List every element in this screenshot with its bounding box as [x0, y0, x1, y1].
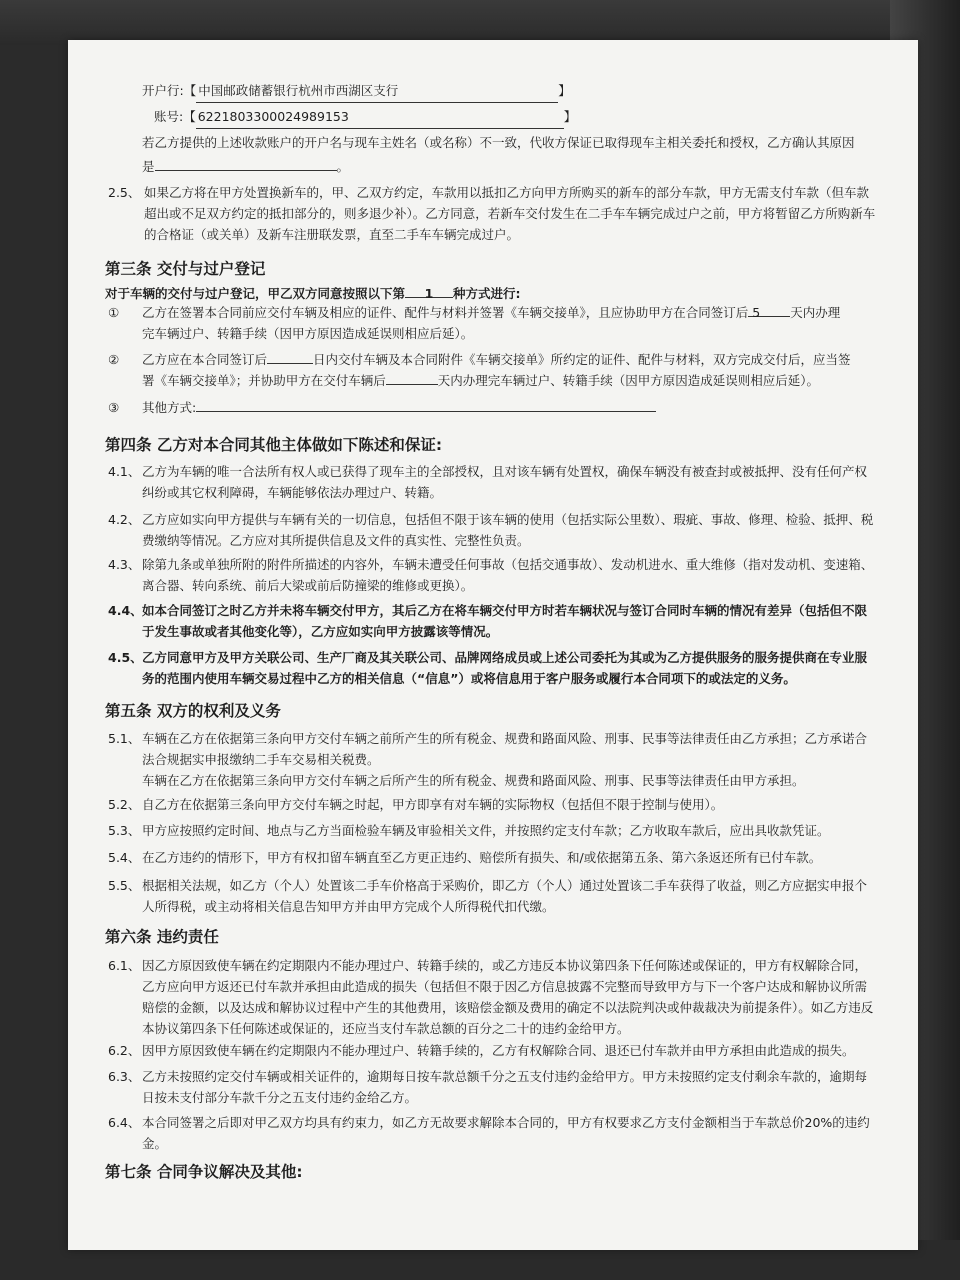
bank-branch-row	[142, 80, 571, 103]
option-3: ③ 其他方式:	[108, 397, 878, 418]
account-note-line1: 若乙方提供的上述收款账户的开户名与现车主姓名（或名称）不一致，代收方保证已取得现车主相关委托和授权，乙方确认其原因	[142, 135, 855, 150]
section-4-title: 第四条 乙方对本合同其他主体做如下陈述和保证:	[105, 436, 443, 454]
section-7-title: 第七条 合同争议解决及其他:	[105, 1163, 303, 1181]
clause-6-1: 6.1、 因乙方原因致使车辆在约定期限内不能办理过户、转籍手续的，或乙方违反本协议第四条下任何陈述或保证的，甲方有权解除合同，乙方应向甲方返还已付车款并承担由此造成的损失（包括但不限于因乙方信息披露不完整而导致甲方与下一个客户达成和解协议所需赔偿的金额，以及达成和解协议过程中产生的其他费用，该赔偿金额及费用的确定不以法院判决或仲裁裁决为前提条件）。如乙方违反本协议第四条下任何陈述或保证的，还应当支付车款总额的百分之二十的违约金给甲方。	[108, 958, 874, 1036]
section-3-intro: 对于车辆的交付与过户登记，甲乙双方同意按照以下第 1 种方式进行:	[105, 283, 521, 305]
option-1-days-field: 5	[748, 302, 790, 317]
reason-blank	[155, 156, 337, 171]
option-3-number: ③	[108, 400, 120, 415]
clause-5-5: 5.5、 根据相关法规，如乙方（个人）处置该二手车价格高于采购价，即乙方（个人）通过处置该二手车获得了收益，则乙方应据实申报个人所得税，或主动将相关信息告知甲方并由甲方完成个人所得税代扣代缴。	[108, 878, 868, 914]
bank-account-close: 】	[563, 109, 577, 124]
clause-4-1: 4.1、 乙方为车辆的唯一合法所有权人或已获得了现车主的全部授权，且对该车辆有处置权，确保车辆没有被查封或被抵押、没有任何产权纠纷或其它权利障碍，车辆能够依法办理过户、转籍。	[108, 464, 868, 500]
bank-branch-value: 中国邮政储蓄银行杭州市西湖区支行	[198, 83, 399, 98]
bank-account-label: 账号:【	[154, 109, 196, 124]
account-note-line2: 是 。	[142, 156, 349, 178]
bank-branch-field	[196, 80, 558, 103]
bank-branch-label: 开户行:【	[142, 83, 197, 98]
clause-6-3: 6.3、 乙方未按照约定交付车辆或相关证件的，逾期每日按车款总额千分之五支付违约金给甲方。甲方未按照约定支付剩余车款的，逾期每日按未支付部分车款千分之五支付违约金给乙方。	[108, 1069, 868, 1105]
bank-account-row	[154, 106, 576, 129]
background-top	[0, 0, 960, 45]
contract-page	[68, 40, 918, 1250]
clause-4-2: 4.2、 乙方应如实向甲方提供与车辆有关的一切信息，包括但不限于该车辆的使用（包括实际公里数）、瑕疵、事故、修理、检验、抵押、税费缴纳等情况。乙方应对其所提供信息及文件的真实性、完整性负责。	[108, 512, 874, 548]
clause-2-5	[108, 182, 878, 245]
option-2-number: ②	[108, 352, 120, 367]
option-2-transfer-days-blank	[386, 370, 438, 385]
clause-6-2: 6.2、 因甲方原因致使车辆在约定期限内不能办理过户、转籍手续的，乙方有权解除合同、退还已付车款并由甲方承担由此造成的损失。	[108, 1043, 855, 1058]
option-1: ① 乙方在签署本合同前应交付车辆及相应的证件、配件与材料并签署《车辆交接单》，且应协助甲方在合同签订后 5 天内办理 完车辆过户、转籍手续（因甲方原因造成延误则相应后延）。	[108, 302, 878, 344]
option-3-blank	[196, 397, 656, 412]
clause-4-4: 4.4、 如本合同签订之时乙方并未将车辆交付甲方，其后乙方在将车辆交付甲方时若车辆状况与签订合同时车辆的情况有差异（包括但不限于发生事故或者其他变化等），乙方应如实向甲方披露该等情况。	[108, 603, 868, 639]
option-2: ② 乙方应在本合同签订后 日内交付车辆及本合同附件《车辆交接单》所约定的证件、配件与材料，双方完成交付后，应当签 署《车辆交接单》；并协助甲方在交付车辆后 天内办理完车辆过户、转籍手续（因甲方原因造成延误则相应后延）。	[108, 349, 878, 391]
clause-5-4: 5.4、 在乙方违约的情形下，甲方有权扣留车辆直至乙方更正违约、赔偿所有损失、和/或依据第五条、第六条返还所有已付车款。	[108, 850, 822, 865]
bank-account-value: 6221803300024989153	[197, 109, 349, 124]
section-6-title: 第六条 违约责任	[105, 928, 219, 946]
clause-5-2: 5.2、 自乙方在依据第三条向甲方交付车辆之时起，甲方即享有对车辆的实际物权（包括但不限于控制与使用）。	[108, 797, 724, 812]
clause-6-4: 6.4、 本合同签署之后即对甲乙双方均具有约束力，如乙方无故要求解除本合同的，甲方有权要求乙方支付金额相当于车款总价20%的违约金。	[108, 1115, 870, 1151]
clause-4-3: 4.3、 除第九条或单独所附的附件所描述的内容外，车辆未遭受任何事故（包括交通事故）、发动机进水、重大维修（指对发动机、变速箱、离合器、转向系统、前后大梁或前后防撞梁的维修或更换）。	[108, 557, 874, 593]
option-1-number: ①	[108, 305, 120, 320]
clause-number: 2.5、	[108, 185, 141, 200]
clause-4-5: 4.5、 乙方同意甲方及甲方关联公司、生产厂商及其关联公司、品牌网络成员或上述公司委托为其或为乙方提供服务的服务提供商在专业服务的范围内使用车辆交易过程中乙方的相关信息（“信息”）或将信息用于客户服务或履行本合同项下的或法定的义务。	[108, 650, 868, 686]
clause-5-3: 5.3、 甲方应按照约定时间、地点与乙方当面检验车辆及审验相关文件，并按照约定支付车款；乙方收取车款后，应出具收款凭证。	[108, 823, 830, 838]
bank-branch-close: 】	[558, 83, 571, 98]
option-2-days-blank	[267, 349, 313, 364]
section-3-title: 第三条 交付与过户登记	[105, 260, 266, 278]
bank-account-field	[196, 106, 564, 129]
clause-5-1: 5.1、 车辆在乙方在依据第三条向甲方交付车辆之前所产生的所有税金、规费和路面风险、刑事、民事等法律责任由乙方承担；乙方承诺合法合规据实申报缴纳二手车交易相关税费。 车辆在乙方在依据第三条向甲方交付车辆之后所产生的所有税金、规费和路面风险、刑事、民事等法律责任由甲方承担。	[108, 731, 868, 788]
method-choice-field: 1	[405, 283, 453, 298]
clause-text: 如果乙方将在甲方处置换新车的，甲、乙双方约定，车款用以抵扣乙方向甲方所购买的新车的部分车款，甲方无需支付车款（但车款超出或不足双方约定的抵扣部分的，则多退少补）。乙方同意，若新车交付发生在二手车车辆完成过户之前，甲方将暂留乙方所购新车的合格证（或关单）及新车注册联发票，直至二手车车辆完成过户。	[144, 185, 876, 242]
section-5-title: 第五条 双方的权利及义务	[105, 702, 281, 720]
